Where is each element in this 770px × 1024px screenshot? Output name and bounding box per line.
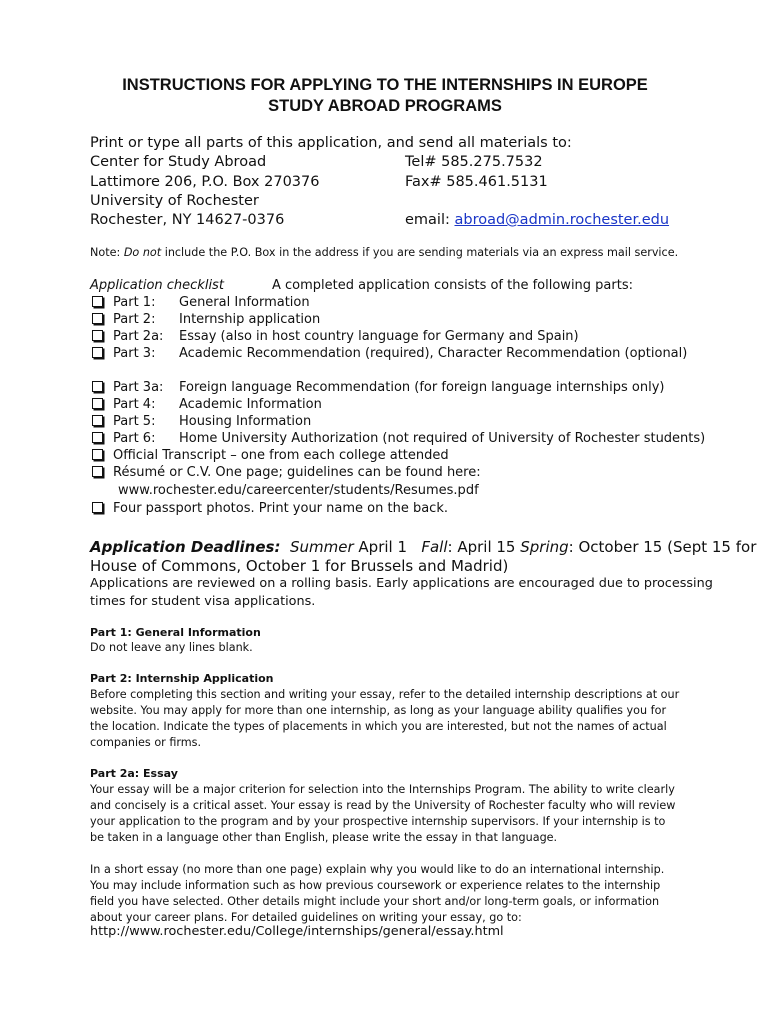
part1-text: Do not leave any lines blank. [90, 641, 253, 654]
fall-label: Fall [421, 538, 448, 556]
checklist-item [92, 312, 320, 327]
email-line [405, 212, 669, 228]
part-desc: Academic Recommendation (required), Character Recommendation (optional) [179, 346, 688, 361]
deadlines-heading: Application Deadlines: [90, 538, 281, 556]
part2-heading: Part 2: Internship Application [90, 672, 274, 685]
part-desc: Academic Information [179, 397, 322, 412]
checkbox-icon[interactable] [92, 415, 103, 426]
address-line-4: Rochester, NY 14627-0376 [90, 212, 285, 228]
checkbox-icon[interactable] [92, 466, 103, 477]
checklist-item [92, 414, 311, 429]
part-label: Part 4: [113, 397, 156, 412]
rolling-line1: Applications are reviewed on a rolling basis. Early applications are encouraged due to processing [90, 576, 713, 591]
checklist-item [92, 397, 322, 412]
document-title-line2: STUDY ABROAD PROGRAMS [268, 97, 502, 115]
part-desc: Internship application [179, 312, 321, 327]
resume-text: Résumé or C.V. One page; guidelines can be found here: [113, 465, 481, 480]
checklist-item-photos [92, 501, 448, 516]
spring-date: : October 15 (Sept 15 for [568, 538, 757, 556]
checkbox-icon[interactable] [92, 502, 103, 513]
telephone: Tel# 585.275.7532 [405, 154, 543, 170]
photos-text: Four passport photos. Print your name on the back. [113, 501, 448, 516]
checkbox-icon[interactable] [92, 432, 103, 443]
fax: Fax# 585.461.5131 [405, 174, 548, 190]
email-label: email: [405, 212, 455, 228]
note-prefix: Note: [90, 246, 124, 259]
checkbox-icon[interactable] [92, 330, 103, 341]
address-line-1: Center for Study Abroad [90, 154, 267, 170]
email-link[interactable]: abroad@admin.rochester.edu [454, 212, 670, 228]
part1-heading: Part 1: General Information [90, 626, 261, 639]
part-desc: Essay (also in host country language for Germany and Spain) [179, 329, 579, 344]
checklist-heading: Application checklist [90, 278, 224, 293]
checklist-item [92, 380, 665, 395]
deadlines-line1 [90, 538, 756, 556]
part2a-text2: In a short essay (no more than one page) explain why you would like to do an international internship. You may include information such as how previous coursework or experience relates to the internship field you have selected. Other details might include your short and/or long-term goals, or information about your career plans. For detailed guidelines on writing your essay, go to: [90, 863, 665, 924]
checklist-item [92, 346, 687, 361]
checklist-intro: A completed application consists of the following parts: [272, 278, 633, 293]
essay-url[interactable]: http://www.rochester.edu/College/internships/general/essay.html [90, 924, 504, 939]
part-label: Part 2: [113, 312, 156, 327]
checkbox-icon[interactable] [92, 381, 103, 392]
address-line-3: University of Rochester [90, 193, 259, 209]
checkbox-icon[interactable] [92, 296, 103, 307]
part-label: Part 5: [113, 414, 156, 429]
part2a-text1: Your essay will be a major criterion for selection into the Internships Program. The ability to write clearly and concisely is a critical asset. Your essay is read by the University of Rochester faculty who will review your application to the program and by your prospective internship supervisors. If your internship is to be taken in a language other than English, please write the essay in that language. [90, 783, 676, 844]
part2a-heading: Part 2a: Essay [90, 767, 178, 780]
checkbox-icon[interactable] [92, 449, 103, 460]
part-label: Part 2a: [113, 329, 164, 344]
fall-date: : April 15 [447, 538, 521, 556]
summer-date: April 1 [353, 538, 408, 556]
spring-label: Spring [520, 538, 569, 556]
checklist-item [92, 295, 310, 310]
note-emphasis: Do not [123, 246, 162, 259]
checkbox-icon[interactable] [92, 398, 103, 409]
part2-text: Before completing this section and writing your essay, refer to the detailed internship descriptions at our website. You may apply for more than one internship, as long as your language ability qualifies you for the location. Indicate the types of placements in which you are interested, but not the names of actual companies or firms. [90, 688, 680, 749]
rolling-line2: times for student visa applications. [90, 594, 316, 609]
checklist-item-transcript [92, 448, 449, 463]
address-line-2: Lattimore 206, P.O. Box 270376 [90, 174, 320, 190]
part-label: Part 6: [113, 431, 156, 446]
checkbox-icon[interactable] [92, 347, 103, 358]
checklist-item [92, 329, 579, 344]
note [90, 246, 678, 259]
part-desc: Housing Information [179, 414, 312, 429]
deadlines-line2: House of Commons, October 1 for Brussels and Madrid) [90, 557, 509, 575]
transcript-text: Official Transcript – one from each college attended [113, 448, 449, 463]
checklist-item [92, 431, 705, 446]
checklist-header [90, 278, 224, 293]
part-desc: Home University Authorization (not required of University of Rochester students) [179, 431, 706, 446]
part-label: Part 3a: [113, 380, 164, 395]
document-title-line1: INSTRUCTIONS FOR APPLYING TO THE INTERNSHIPS IN EUROPE [122, 76, 648, 94]
mailing-intro: Print or type all parts of this application, and send all materials to: [90, 135, 572, 151]
summer-label: Summer [290, 538, 354, 556]
part-label: Part 1: [113, 295, 156, 310]
checklist-item-resume [92, 465, 481, 480]
part-label: Part 3: [113, 346, 156, 361]
resume-url[interactable]: www.rochester.edu/careercenter/students/Resumes.pdf [118, 483, 479, 498]
part-desc: General Information [179, 295, 310, 310]
part-desc: Foreign language Recommendation (for foreign language internships only) [179, 380, 665, 395]
checkbox-icon[interactable] [92, 313, 103, 324]
note-text: include the P.O. Box in the address if you are sending materials via an express mail service. [161, 246, 679, 259]
